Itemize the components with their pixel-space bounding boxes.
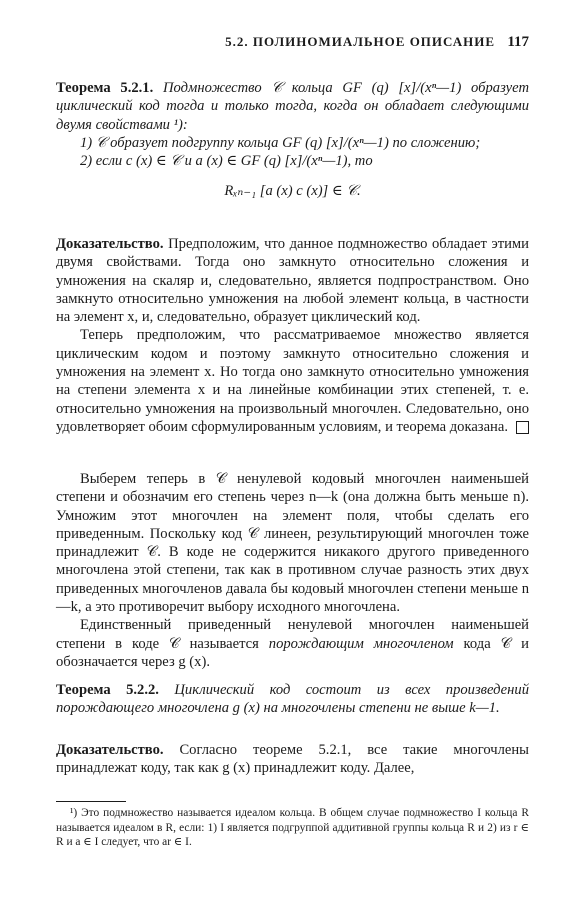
- theorem-formula: Rₓₙ₋₁ [a (x) c (x)] ∈ 𝒞.: [224, 183, 361, 200]
- proof-paragraph: Теперь предположим, что рассматриваемое множество является циклическим кодом и поэтому замкнуто относительно сложения и умножения на элемент x. Но тогда оно замкнуто относительно умножения на степени элемента x и на линейные комбинации этих степеней, т. е. относительно умножения на произвольный многочлен. Следовательно, оно удовлетворяет обоим сформулированным условиям, и теорема доказана.: [56, 327, 529, 435]
- defined-term: порождающим многочленом: [268, 635, 454, 652]
- proof-paragraph: Предположим, что данное подмножество обладает этими двумя свойствами. Тогда оно замкнуто относительно сложения и умножения на скаляр и, следовательно, является подпространством. Оно замкнуто относительно умножения на любой элемент кольца, в частности на элемент x, и, следовательно, образует циклический код.: [56, 236, 529, 326]
- theorem-statement: Циклический код состоит из всех произведений порождающего многочлена g (x) на многочлены степени не выше k—1.: [56, 682, 529, 717]
- paragraph: Единственный приведенный ненулевой многочлен наименьшей степени в коде 𝒞 называется порождающим многочленом кода 𝒞 и обозначается через g (x).: [56, 617, 529, 670]
- theorem-label: Теорема 5.2.2.: [56, 682, 159, 698]
- main-text: [56, 470, 529, 671]
- running-header: [56, 34, 529, 51]
- proof-5-2-1: [56, 235, 529, 436]
- theorem-label: Теорема 5.2.1.: [56, 80, 154, 96]
- proof-label: Доказательство.: [56, 236, 164, 252]
- theorem-condition-2: 2) если c (x) ∈ 𝒞 и a (x) ∈ GF (q) [x]/(xⁿ—1), то: [80, 153, 373, 170]
- footnote: [56, 806, 529, 850]
- paragraph: Выберем теперь в 𝒞 ненулевой кодовый многочлен наименьшей степени и обозначим его степень через n—k (она должна быть меньше n). Умножим этот многочлен на элемент поля, чтобы сделать его приведенным. Поскольку код 𝒞 линеен, результирующий многочлен тоже принадлежит 𝒞. В коде не содержится никакого другого приведенного многочлена этой степени, так как в противном случае разность этих двух приведенных многочленов давала бы кодовый многочлен степени меньше n—k, а это противоречит выбору исходного многочлена.: [56, 471, 529, 616]
- page-number: 117: [507, 34, 529, 50]
- theorem-condition-1: 1) 𝒞 образует подгруппу кольца GF (q) [x]/(xⁿ—1) по сложению;: [80, 134, 481, 151]
- footnote-rule: [56, 801, 126, 802]
- footnote-text: ¹) Это подмножество называется идеалом кольца. В общем случае подмножество I кольца R называется идеалом в R, если: 1) I является подгруппой аддитивной группы кольца R и 2) из r ∈ R и a ∈ I следует, что ar ∈ I.: [56, 807, 529, 848]
- proof-5-2-2: [56, 741, 529, 778]
- proof-paragraph: Согласно теореме 5.2.1, все такие многочлены принадлежат коду, так как g (x) принадлежит коду. Далее,: [56, 742, 529, 777]
- theorem-statement: Подмножество 𝒞 кольца GF (q) [x]/(xⁿ—1) образует циклический код тогда и только тогда, когда он обладает следующими двумя свойствами ¹):: [56, 80, 529, 133]
- theorem-5-2-1: [56, 79, 529, 201]
- qed-square-icon: [516, 421, 529, 434]
- proof-label: Доказательство.: [56, 742, 164, 758]
- theorem-5-2-2: [56, 681, 529, 718]
- section-title: 5.2. ПОЛИНОМИАЛЬНОЕ ОПИСАНИЕ: [225, 34, 496, 49]
